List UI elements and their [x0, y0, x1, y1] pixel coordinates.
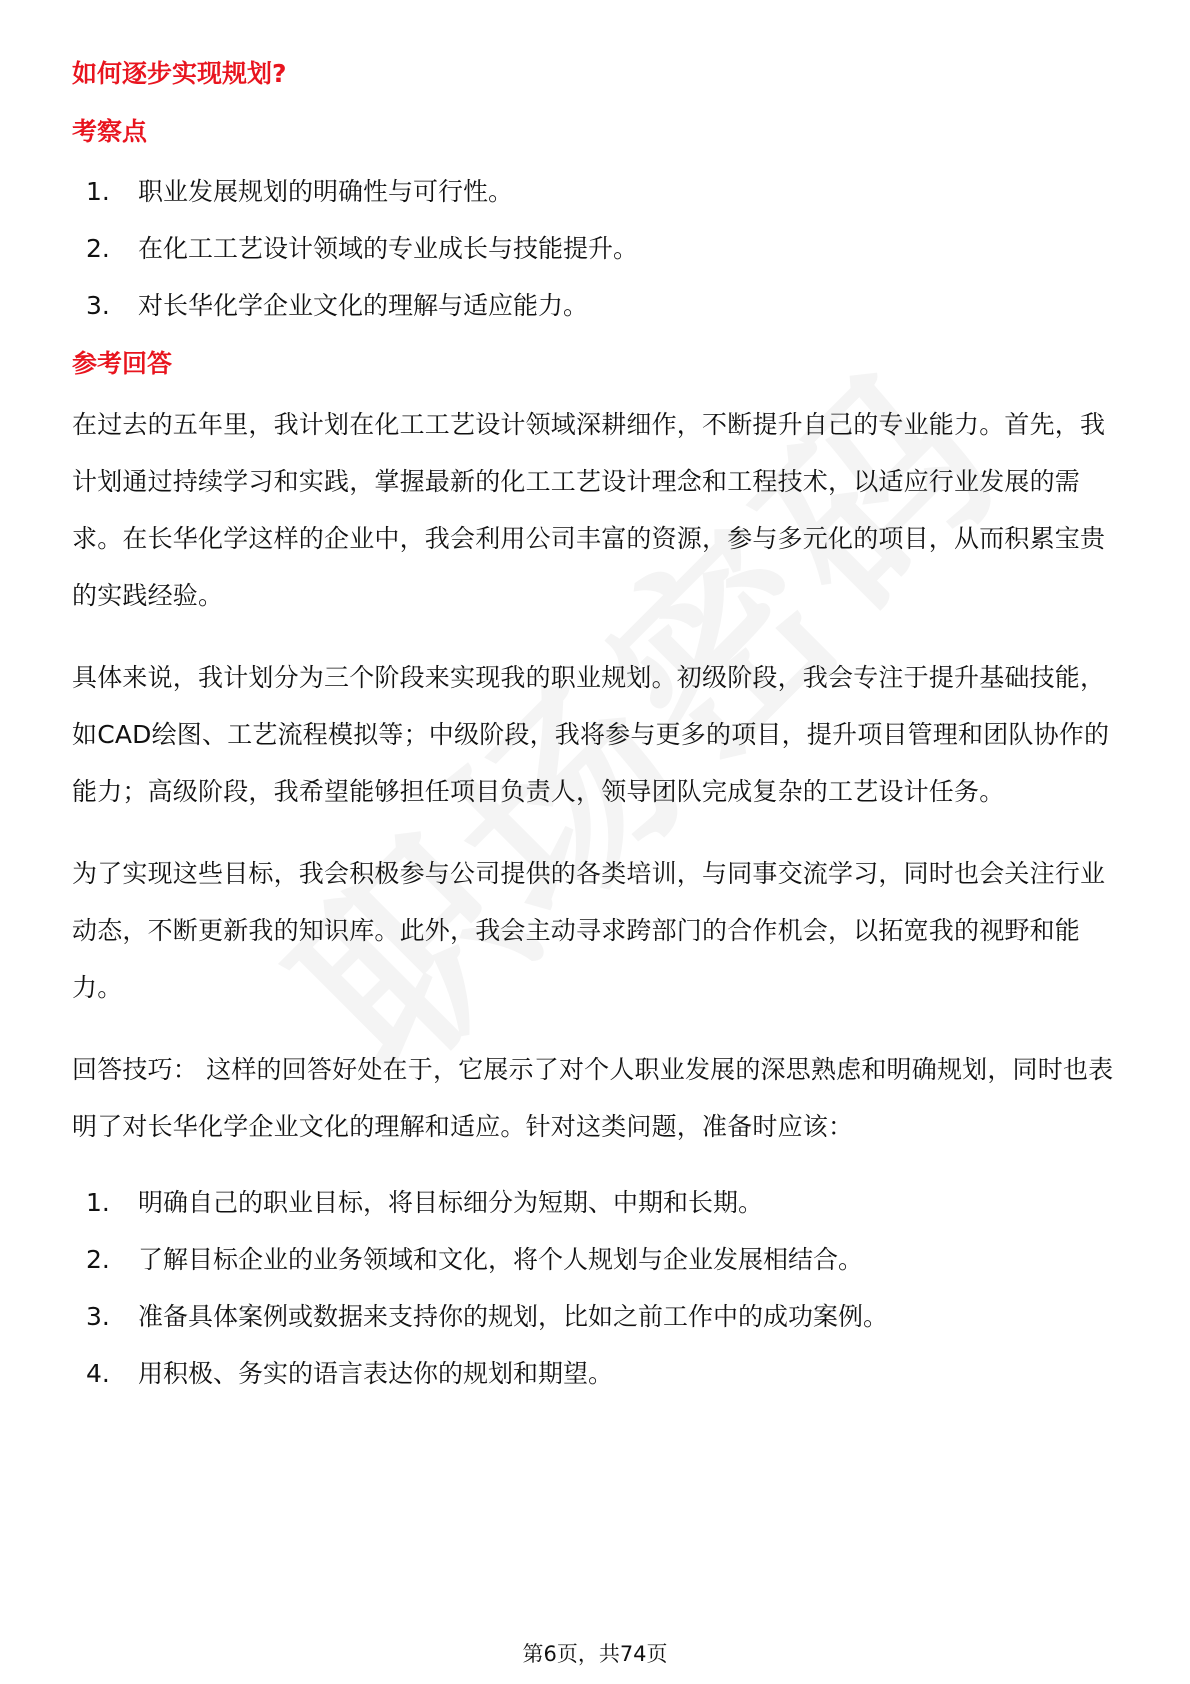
page-content — [72, 56, 1122, 1413]
question-title: 如何逐步实现规划? — [72, 59, 287, 88]
list-item-text: 明确自己的职业目标，将目标细分为短期、中期和长期。 — [138, 1188, 764, 1217]
section-title-reference-answer: 参考回答 — [72, 349, 173, 378]
page-number-footer: 第6页，共74页 — [522, 1642, 668, 1666]
list-item — [72, 1299, 1122, 1335]
list-item-text: 用积极、务实的语言表达你的规划和期望。 — [138, 1359, 614, 1388]
list-item — [72, 1242, 1122, 1278]
tips-list — [72, 1185, 1122, 1392]
list-item — [72, 174, 1122, 210]
key-points-list — [72, 174, 1122, 324]
list-item — [72, 288, 1122, 324]
list-item-text: 了解目标企业的业务领域和文化，将个人规划与企业发展相结合。 — [138, 1245, 864, 1274]
list-item-text: 准备具体案例或数据来支持你的规划，比如之前工作中的成功案例。 — [138, 1302, 889, 1331]
list-item-text: 对长华化学企业文化的理解与适应能力。 — [138, 291, 589, 320]
list-item — [72, 1185, 1122, 1221]
list-item-number: 1. — [86, 1188, 110, 1217]
list-item-text: 在化工工艺设计领域的专业成长与技能提升。 — [138, 234, 639, 263]
list-item-number: 4. — [86, 1359, 110, 1388]
answer-tips-paragraph: 回答技巧： 这样的回答好处在于，它展示了对个人职业发展的深思熟虑和明确规划，同时也表明了对长华化学企业文化的理解和适应。针对这类问题，准备时应该： — [72, 1055, 1114, 1141]
answer-paragraph: 具体来说，我计划分为三个阶段来实现我的职业规划。初级阶段，我会专注于提升基础技能，如CAD绘图、工艺流程模拟等；中级阶段，我将参与更多的项目，提升项目管理和团队协作的能力；高级阶段，我希望能够担任项目负责人，领导团队完成复杂的工艺设计任务。 — [72, 663, 1110, 806]
list-item-number: 2. — [86, 234, 110, 263]
list-item-number: 3. — [86, 291, 110, 320]
list-item-number: 3. — [86, 1302, 110, 1331]
list-item — [72, 231, 1122, 267]
answer-paragraph: 为了实现这些目标，我会积极参与公司提供的各类培训，与同事交流学习，同时也会关注行业动态，不断更新我的知识库。此外，我会主动寻求跨部门的合作机会，以拓宽我的视野和能力。 — [72, 859, 1106, 1002]
list-item — [72, 1356, 1122, 1392]
section-title-key-points: 考察点 — [72, 117, 148, 146]
list-item-text: 职业发展规划的明确性与可行性。 — [138, 177, 514, 206]
answer-paragraph: 在过去的五年里，我计划在化工工艺设计领域深耕细作，不断提升自己的专业能力。首先，我计划通过持续学习和实践，掌握最新的化工工艺设计理念和工程技术，以适应行业发展的需求。在长华化学这样的企业中，我会利用公司丰富的资源，参与多元化的项目，从而积累宝贵的实践经验。 — [72, 410, 1106, 610]
list-item-number: 1. — [86, 177, 110, 206]
list-item-number: 2. — [86, 1245, 110, 1274]
